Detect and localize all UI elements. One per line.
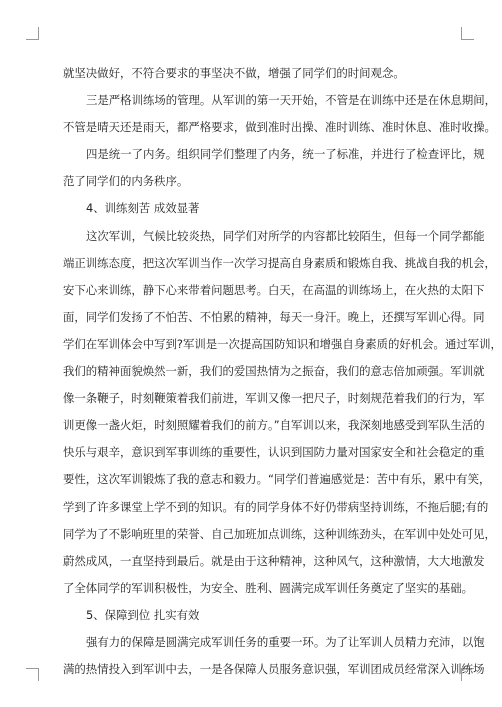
text-line: 这次军训，气候比较炎热，同学们对所学的内容都比较陌生，但每一个同学都能 xyxy=(86,228,485,243)
crop-mark-bottom-left xyxy=(26,668,39,681)
text-line: 训更像一盏火炬，时刻照耀着我们的前方。”自军训以来，我深刻地感受到军队生活的 xyxy=(63,418,485,433)
text-line: 四是统一了内务。组织同学们整理了内务，统一了标准，并进行了检查评比，规 xyxy=(86,147,485,162)
text-line: 了全体同学的军训积极性，为安全、胜利、圆满完成军训任务奠定了坚实的基础。 xyxy=(63,580,474,595)
text-line: 满的热情投入到军训中去，一是各保障人员服务意识强，军训团成员经常深入训练场 xyxy=(63,662,485,677)
text-line: 像一条鞭子，时刻鞭策着我们前进，军训又像一把尺子，时刻规范着我们的行为，军 xyxy=(63,391,485,406)
crop-mark-top-left xyxy=(26,27,39,40)
text-line: 三是严格训练场的管理。从军训的第一天开始，不管是在训练中还是在休息期间， xyxy=(86,93,497,108)
document-body xyxy=(63,60,502,683)
text-line: 要性，这次军训锻炼了我的意志和毅力。“同学们普遍感觉是：苦中有乐，累中有笑， xyxy=(63,472,491,487)
text-line: 端正训练态度，把这次军训当作一次学习提高自身素质和锻炼自我、挑战自我的机会， xyxy=(63,255,496,270)
text-line: 5、保障到位 扎实有效 xyxy=(86,607,200,622)
text-line: 面，同学们发扬了不怕苦、不怕累的精神，每天一身汗。晚上，还撰写军训心得。同 xyxy=(63,309,485,324)
text-line: 范了同学们的内务秩序。 xyxy=(63,174,189,189)
text-line: 强有力的保障是圆满完成军训任务的重要一环。为了让军训人员精力充沛，以饱 xyxy=(86,634,485,649)
text-line: 同学为了不影响班里的荣誉、自己加班加点训练，这种训练劲头，在军训中处处可见， xyxy=(63,526,496,541)
text-line: 我们的精神面貌焕然一新，我们的爱国热情为之振奋，我们的意志倍加顽强。军训就 xyxy=(63,364,485,379)
text-line: 不管是晴天还是雨天，都严格要求，做到准时出操、准时训练、准时休息、准时收操。 xyxy=(63,120,496,135)
text-line: 快乐与艰辛，意识到军事训练的重要性，认识到国防力量对国家安全和社会稳定的重 xyxy=(63,445,485,460)
crop-mark-top-right xyxy=(461,27,474,40)
text-line: 学们在军训体会中写到?军训是一次提高国防知识和增强自身素质的好机会。通过军训， xyxy=(63,336,502,351)
text-line: 学到了许多课堂上学不到的知识。有的同学身体不好仍带病坚持训练，不拖后腿;有的 xyxy=(63,499,489,514)
text-line: 安下心来训练，静下心来带着问题思考。白天，在高温的训练场上，在火热的太阳下 xyxy=(63,282,485,297)
text-line: 就坚决做好，不符合要求的事坚决不做，增强了同学们的时间观念。 xyxy=(63,66,405,80)
text-line: 4、训练刻苦 成效显著 xyxy=(86,201,200,216)
text-line: 蔚然成风，一直坚持到最后。就是由于这种精神，这种风气，这种激情，大大地激发 xyxy=(63,553,485,568)
